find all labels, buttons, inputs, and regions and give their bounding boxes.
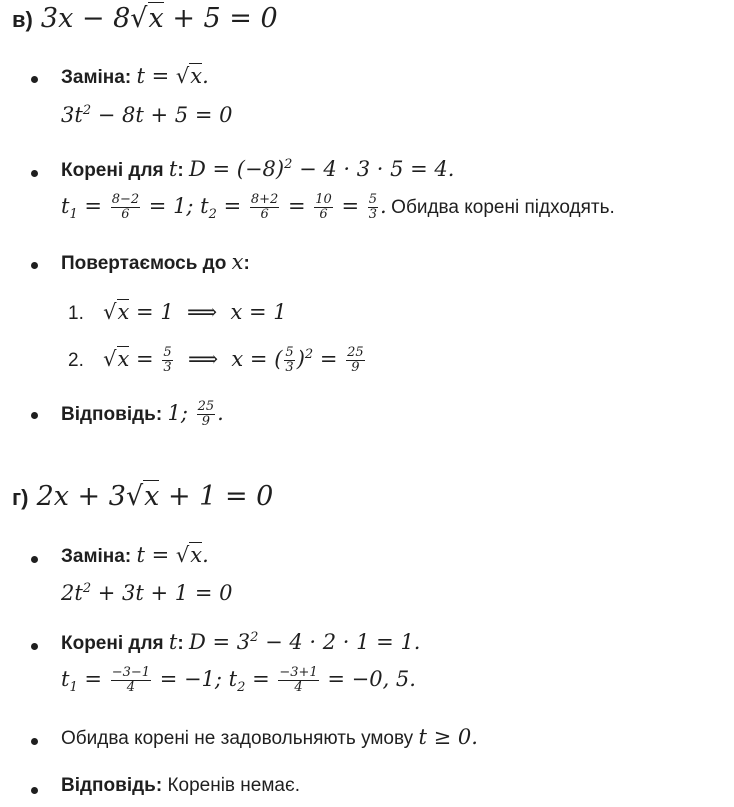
g-answer-text: Коренів немає. [167,775,300,796]
list-number: 2. [68,350,84,371]
section-g-label: г) [12,485,29,510]
v-substitution: Заміна: t = √x. [61,64,209,88]
bullet [31,76,38,83]
section-v-heading: в) 3x − 8√x + 5 = 0 [12,3,278,34]
g-substitution-label: Заміна: [61,546,132,567]
g-roots-values: $t_1$ = $\frac{-3-1}{4}$ = −1; $t_2$ = $\frac{-3+1}{4}$ = −0, 5. [61,665,416,696]
v-roots-label: Корені для [61,160,164,181]
v-quadratic: $3t^2 - 8t + 5 = 0$ [61,103,233,127]
g-condition-text: Обидва корені не задовольняють умову [61,728,414,749]
v-case-1: 1. √x = 1 ⟹ x = 1 [68,300,287,324]
v-case-2: 2. √x = $\frac{5}{3}$ ⟹ x = ( $\frac{5}{3}$ )$^2$ = $\frac{25}{9}$ [68,345,364,375]
bullet [31,738,38,745]
v-answer-label: Відповідь: [61,404,163,425]
bullet [31,170,38,177]
bullet [31,262,38,269]
v-back-label: Повертаємось до [61,253,227,274]
bullet [31,643,38,650]
bullet [31,412,38,419]
v-roots: Корені для t: $D = (-8)^2 - 4 \cdot 3 \cdot 5 = 4$. [61,157,455,181]
v-roots-values: $t_1$ = $\frac{8-2}{6}$ = 1; $t_2$ = $\frac{8+2}{6}$ = $\frac{10}{6}$ = $\frac{5}{3}$ . Обидва корені підходять. [61,192,615,223]
g-answer [61,775,300,797]
bullet [31,556,38,563]
v-back-to-x: Повертаємось до x: [61,250,250,274]
v-answer: Відповідь: 1; $\frac{25}{9}$ . [61,399,224,429]
section-g-heading: г) 2x + 3√x + 1 = 0 [12,481,274,512]
g-roots: Корені для t: $D = 3^2 - 4 \cdot 2 \cdot 1 = 1$. [61,630,421,654]
g-roots-label: Корені для [61,633,164,654]
g-substitution: Заміна: t = √x. [61,543,209,567]
g-answer-label: Відповідь: [61,775,163,796]
g-quadratic: $2t^2 + 3t + 1 = 0$ [61,581,233,605]
v-roots-note: Обидва корені підходять. [391,197,615,218]
list-number: 1. [68,303,84,324]
bullet [31,787,38,794]
v-substitution-label: Заміна: [61,67,132,88]
g-condition: Обидва корені не задовольняють умову t ≥ 0. [61,725,478,749]
section-v-label: в) [12,7,33,32]
